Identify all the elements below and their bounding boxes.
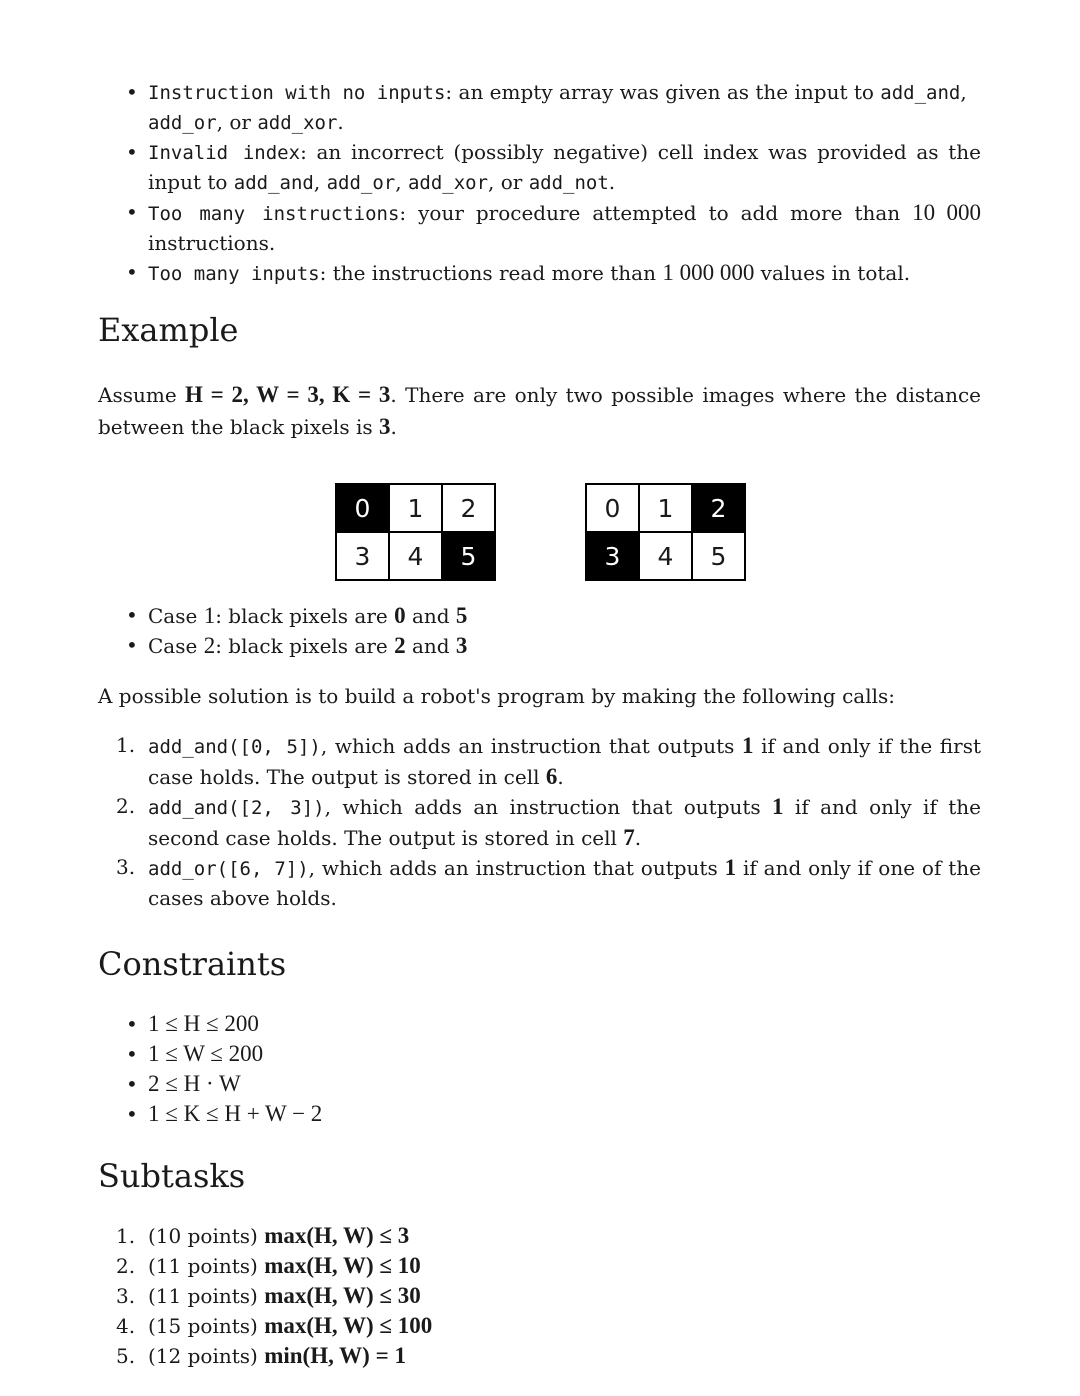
- case-item: • Case 1: black pixels are 0 and 5: [98, 601, 981, 631]
- pixel-cell: 5: [442, 532, 495, 580]
- pixel-cell: 3: [586, 532, 639, 580]
- case-item: • Case 2: black pixels are 2 and 3: [98, 631, 981, 661]
- grid-case-1: [335, 483, 496, 581]
- error-item: • Instruction with no inputs: an empty array was given as the input to add_and, add_or, or add_xor.: [98, 78, 981, 138]
- grid-case-2: [585, 483, 746, 581]
- constraint-item: • 1 ≤ K ≤ H + W − 2: [98, 1099, 981, 1129]
- example-heading: Example: [98, 311, 239, 349]
- pixel-cell: 2: [692, 484, 745, 532]
- error-code: Too many inputs: [148, 263, 320, 285]
- pixel-cell: 4: [389, 532, 442, 580]
- constraint-item: • 2 ≤ H · W: [98, 1069, 981, 1099]
- call-item: 2. add_and([2, 3]), which adds an instruction that outputs 1 if and only if the second case holds. The output is stored in cell 7.: [116, 794, 981, 850]
- pixel-cell: 2: [442, 484, 495, 532]
- subtasks-heading: Subtasks: [98, 1157, 246, 1195]
- error-code: Instruction with no inputs: [148, 82, 446, 104]
- example-params: H = 2, W = 3, K = 3: [185, 382, 391, 407]
- pixel-cell: 0: [336, 484, 389, 532]
- constraint-list: [98, 1009, 981, 1129]
- example-grids: [98, 483, 981, 583]
- subtask-list: [98, 1221, 981, 1371]
- pixel-cell: 4: [639, 532, 692, 580]
- error-item: • Invalid index: an incorrect (possibly negative) cell index was provided as the input to add_and, add_or, add_xor, or add_not.: [98, 138, 981, 198]
- error-code: Invalid index: [148, 142, 301, 164]
- call-code: add_or([6, 7]): [148, 858, 309, 880]
- subtask-item: 3. (11 points) max(H, W) ≤ 30: [116, 1283, 421, 1308]
- subtask-item: 2. (11 points) max(H, W) ≤ 10: [116, 1253, 421, 1278]
- error-list: [98, 78, 981, 289]
- error-item: • Too many inputs: the instructions read more than 1 000 000 values in total.: [98, 258, 981, 289]
- call-item: 1. add_and([0, 5]), which adds an instruction that outputs 1 if and only if the first case holds. The output is stored in cell 6.: [116, 733, 981, 789]
- pixel-cell: 0: [586, 484, 639, 532]
- case-list: [98, 601, 981, 661]
- pixel-cell: 5: [692, 532, 745, 580]
- pixel-cell: 1: [389, 484, 442, 532]
- constraint-item: • 1 ≤ H ≤ 200: [98, 1009, 981, 1039]
- subtask-item: 1. (10 points) max(H, W) ≤ 3: [116, 1223, 410, 1248]
- call-item: 3. add_or([6, 7]), which adds an instruction that outputs 1 if and only if one of the cases above holds.: [116, 855, 981, 910]
- error-code: Too many instructions: [148, 203, 400, 225]
- call-code: add_and([2, 3]): [148, 797, 325, 819]
- pixel-cell: 3: [336, 532, 389, 580]
- call-code: add_and([0, 5]): [148, 736, 321, 758]
- constraint-item: • 1 ≤ W ≤ 200: [98, 1039, 981, 1069]
- pixel-cell: 1: [639, 484, 692, 532]
- constraints-heading: Constraints: [98, 945, 287, 983]
- solution-intro: A possible solution is to build a robot's program by making the following calls:: [98, 684, 896, 708]
- subtask-item: 5. (12 points) min(H, W) = 1: [116, 1343, 406, 1368]
- subtask-item: 4. (15 points) max(H, W) ≤ 100: [116, 1313, 433, 1338]
- call-list: [98, 731, 981, 913]
- problem-page: [98, 78, 981, 1371]
- example-intro: Assume H = 2, W = 3, K = 3. There are only two possible images where the distance between the black pixels is 3.: [98, 382, 981, 439]
- error-item: • Too many instructions: your procedure attempted to add more than 10 000 instructions.: [98, 198, 981, 258]
